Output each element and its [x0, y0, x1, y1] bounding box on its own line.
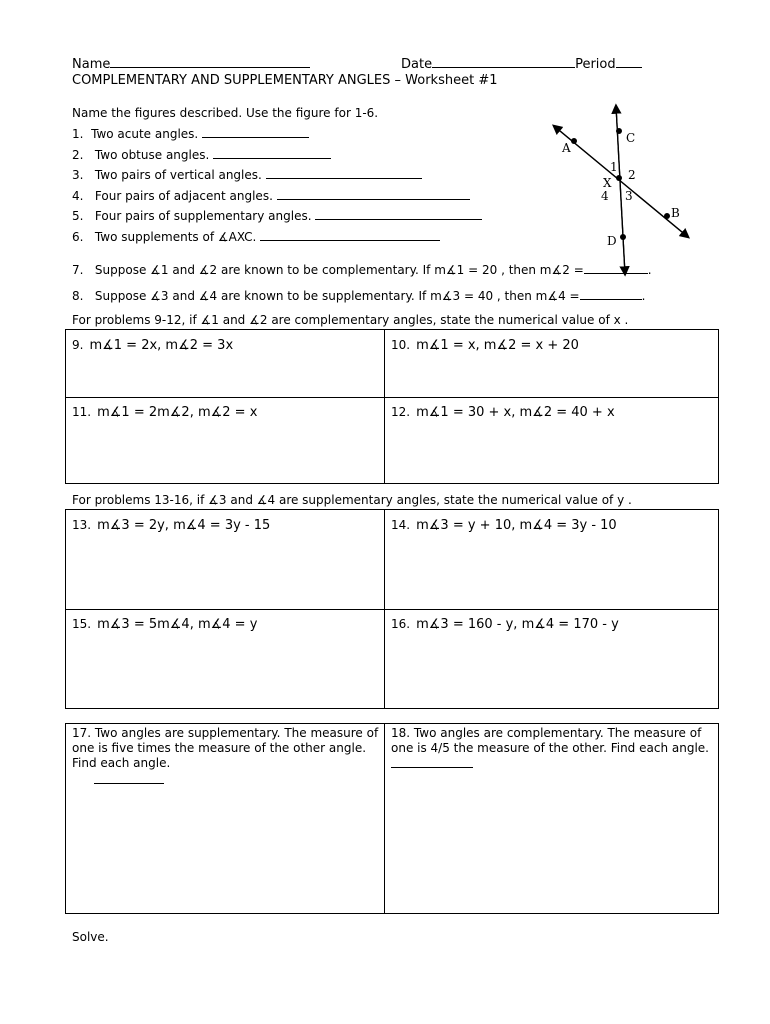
label-angle-4: 4 [601, 189, 609, 203]
question-4: 4. Four pairs of adjacent angles. [72, 188, 470, 203]
answer-blank[interactable] [580, 288, 642, 300]
question-2: 2. Two obtuse angles. [72, 147, 331, 162]
answer-blank[interactable] [202, 126, 309, 138]
answer-blank[interactable] [315, 208, 482, 220]
answer-blank[interactable] [277, 188, 470, 200]
answer-blank[interactable] [391, 756, 473, 768]
point-b [664, 213, 670, 219]
problem-10[interactable]: 10. m∡1 = x, m∡2 = x + 20 [391, 338, 579, 353]
problem-grid-9-12 [65, 329, 719, 484]
point-c [616, 128, 622, 134]
problem-15[interactable]: 15. m∡3 = 5m∡4, m∡4 = y [72, 617, 258, 632]
problem-18[interactable]: 18. Two angles are complementary. The measure of one is 4/5 the measure of the other. Find each angle. [391, 726, 713, 772]
problem-grid-17-18 [65, 723, 719, 914]
question-7: 7. Suppose ∡1 and ∡2 are known to be complementary. If m∡1 = 20 , then m∡2 = . [72, 263, 652, 277]
label-angle-2: 2 [628, 168, 636, 182]
name-line[interactable]: Name [72, 56, 310, 72]
section2-heading: For problems 13-16, if ∡3 and ∡4 are supplementary angles, state the numerical value of y . [72, 493, 632, 507]
point-x [616, 175, 622, 181]
label-c: C [626, 131, 636, 145]
problem-11[interactable]: 11. m∡1 = 2m∡2, m∡2 = x [72, 405, 258, 420]
problem-grid-13-16 [65, 509, 719, 709]
question-6: 6. Two supplements of ∡AXC. [72, 229, 440, 244]
problem-13[interactable]: 13. m∡3 = 2y, m∡4 = 3y - 15 [72, 518, 271, 533]
point-d [620, 234, 626, 240]
label-b: B [671, 206, 680, 220]
label-angle-1: 1 [610, 160, 618, 174]
footer-solve: Solve. [72, 930, 109, 944]
question-1: 1. Two acute angles. [72, 126, 309, 141]
angles-figure [540, 98, 700, 283]
section1-heading: For problems 9-12, if ∡1 and ∡2 are complementary angles, state the numerical value of x . [72, 313, 629, 327]
worksheet-title: COMPLEMENTARY AND SUPPLEMENTARY ANGLES – Worksheet #1 [72, 73, 498, 88]
problem-9[interactable]: 9. m∡1 = 2x, m∡2 = 3x [72, 338, 234, 353]
date-line[interactable]: Date Period [401, 56, 642, 72]
point-a [571, 138, 577, 144]
label-d: D [607, 234, 617, 248]
question-8: 8. Suppose ∡3 and ∡4 are known to be supplementary. If m∡3 = 40 , then m∡4 = . [72, 289, 646, 303]
question-5: 5. Four pairs of supplementary angles. [72, 208, 482, 223]
question-3: 3. Two pairs of vertical angles. [72, 167, 422, 182]
problem-14[interactable]: 14. m∡3 = y + 10, m∡4 = 3y - 10 [391, 518, 617, 533]
answer-blank[interactable] [94, 772, 164, 784]
answer-blank[interactable] [213, 147, 331, 159]
problem-12[interactable]: 12. m∡1 = 30 + x, m∡2 = 40 + x [391, 405, 615, 420]
answer-blank[interactable] [266, 167, 422, 179]
label-angle-3: 3 [625, 189, 633, 203]
problem-16[interactable]: 16. m∡3 = 160 - y, m∡4 = 170 - y [391, 617, 619, 632]
label-x: X [603, 176, 612, 190]
label-a: A [562, 141, 571, 155]
answer-blank[interactable] [260, 229, 440, 241]
answer-blank[interactable] [584, 262, 648, 274]
intro-text: Name the figures described. Use the figure for 1-6. [72, 106, 379, 120]
problem-17[interactable]: 17. Two angles are supplementary. The measure of one is five times the measure of the other angle. Find each angle. [72, 726, 380, 788]
